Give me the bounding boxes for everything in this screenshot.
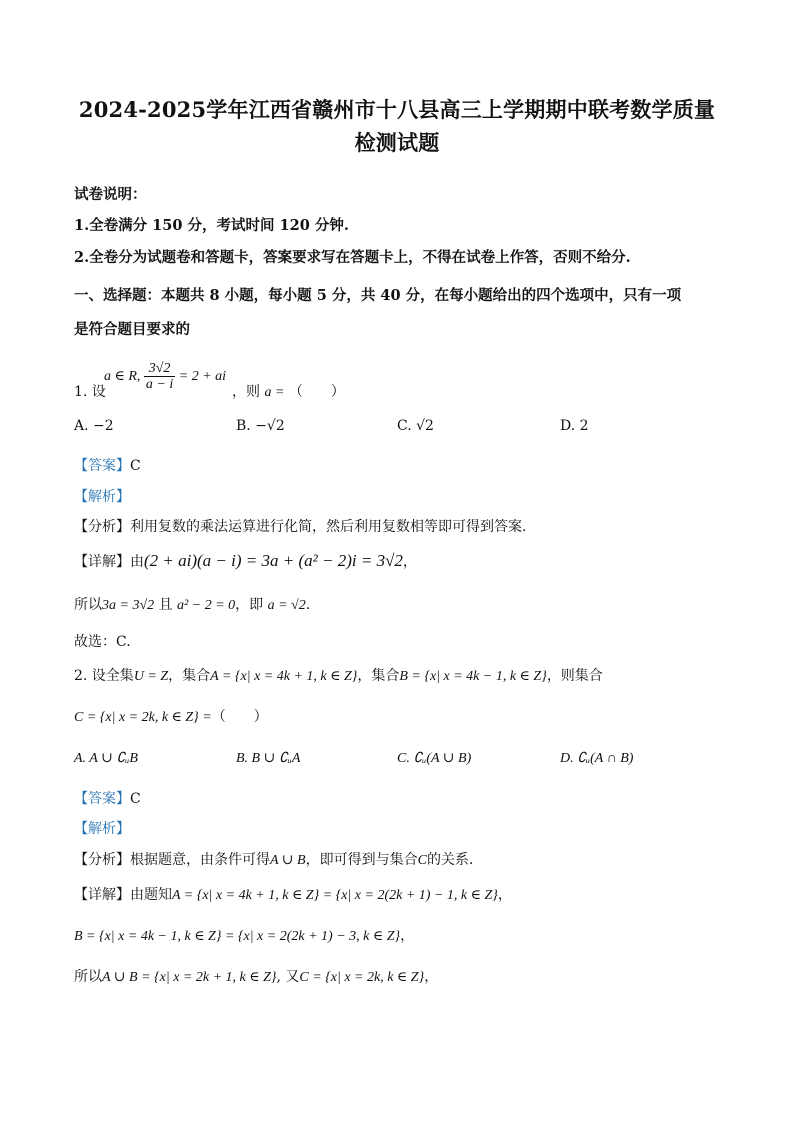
q2-fenxi-tag: 【分析】: [74, 852, 130, 868]
q1-fraction: [144, 361, 175, 393]
q2-line1-c: ，集合: [357, 668, 400, 684]
q2-detail-pre: 由题知: [130, 887, 172, 903]
q2-so-eq: A ∪ B = {x| x = 2k + 1, k ∈ Z}: [102, 970, 277, 985]
q2-detail-tag: 【详解】: [74, 887, 130, 903]
q1-ask-paren: （ ）: [288, 384, 345, 400]
q2-so-c: C = {x| x = 2k, k ∈ Z}: [299, 970, 425, 985]
q2-stem-line1: [74, 665, 603, 685]
q1-prefix: 1. 设: [74, 384, 106, 400]
q1-choose: 故选：C.: [74, 634, 131, 650]
q2-so-pre: 所以: [74, 969, 102, 985]
doc-title-line2: 检测试题: [354, 130, 440, 155]
q1-fenxi-row: [74, 516, 526, 536]
q1-answer-tag: 【答案】: [74, 458, 130, 474]
q2-detail-b: B = {x| x = 4k − 1, k ∈ Z} = {x| x = 2(2k + 1) − 3, k ∈ Z}: [74, 929, 401, 944]
notes-item-1: 1.全卷满分 150 分，考试时间 120 分钟.: [74, 217, 349, 234]
q2-fenxi-eq: A ∪ B: [270, 853, 306, 868]
section1-heading-line2: 是符合题目要求的: [74, 321, 190, 338]
doc-title-line1: 2024-2025学年江西省赣州市十八县高三上学期期中联考数学质量: [78, 97, 716, 122]
q2-fenxi-row: [74, 849, 473, 869]
q1-option-a: A. −2: [74, 418, 114, 434]
q1-frac-num: 3√2: [144, 361, 175, 377]
q1-option-d: D. 2: [560, 418, 589, 434]
q2-answer-row: [74, 788, 141, 808]
q1-so-end: .: [305, 597, 311, 613]
q1-detail-row: [74, 551, 417, 571]
q1-detail-pre: 由: [130, 554, 144, 570]
q1-ask: [232, 381, 345, 401]
q1-so-eq1: 3a = 3√2: [102, 598, 155, 613]
notes-heading: 试卷说明：: [74, 186, 147, 203]
q1-fenxi-tag: 【分析】: [74, 519, 130, 535]
q1-analysis-row: [74, 486, 130, 506]
q2-fenxi-a: 根据题意，由条件可得: [130, 852, 270, 868]
q2-line1-b: ，集合: [168, 668, 211, 684]
q2-so-end: ，: [424, 969, 439, 985]
q1-answer: C: [130, 458, 141, 474]
q2-option-b: B. B ∪ ∁ᵤA: [236, 751, 301, 766]
q2-fenxi-c-var: C: [417, 853, 427, 868]
q2-analysis-row: [74, 818, 130, 838]
q2-detail-row-b: [74, 925, 414, 945]
q2-fenxi-c: 的关系.: [426, 852, 474, 868]
q1-fenxi-text: 利用复数的乘法运算进行化简，然后利用复数相等即可得到答案.: [130, 519, 527, 535]
q1-option-c: C. √2: [397, 418, 434, 434]
q1-cond-head: a ∈ R,: [104, 369, 141, 385]
q1-conclusion-row: [74, 594, 310, 614]
notes-item-2: 2.全卷分为试题卷和答题卡，答案要求写在答题卡上，不得在试卷上作答，否则不给分.: [74, 249, 631, 266]
q1-analysis-tag: 【解析】: [74, 489, 130, 505]
q1-answer-row: [74, 455, 141, 475]
q2-paren: （ ）: [211, 709, 268, 725]
q2-option-c: C. ∁ᵤ(A ∪ B): [397, 751, 472, 766]
q2-detail-row-a: [74, 884, 512, 904]
q2-so-mid: , 又: [276, 969, 300, 985]
q2-line1-d: ，则集合: [546, 668, 603, 684]
q2-line1-a: 2. 设全集: [74, 668, 134, 684]
q2-detail-a: A = {x| x = 4k + 1, k ∈ Z} = {x| x = 2(2k + 1) − 1, k ∈ Z}: [172, 888, 498, 903]
q2-option-a: A. A ∪ ∁ᵤB: [74, 751, 138, 766]
q2-set-b: B = {x| x = 4k − 1, k ∈ Z}: [399, 669, 547, 684]
q2-stem-line2: [74, 706, 268, 726]
q2-option-d: D. ∁ᵤ(A ∩ B): [560, 751, 634, 766]
q1-so-eq2: a² − 2 = 0: [177, 598, 236, 613]
q1-ask-var: a =: [264, 385, 285, 400]
q2-answer: C: [130, 791, 141, 807]
q2-fenxi-b: ，即可得到与集合: [305, 852, 418, 868]
section1-heading-line1: 一、选择题：本题共 8 小题，每小题 5 分，共 40 分，在每小题给出的四个选项中，只有一项: [74, 287, 682, 304]
q2-detail-b-end: ，: [400, 928, 415, 944]
q2-set-c: C = {x| x = 2k, k ∈ Z} =: [74, 710, 212, 725]
q1-detail-eq: (2 + ai)(a − i) = 3a + (a² − 2)i = 3√2: [144, 551, 403, 570]
q2-answer-tag: 【答案】: [74, 791, 130, 807]
q1-frac-den: a − i: [145, 377, 174, 393]
q1-condition: [104, 361, 226, 393]
q2-analysis-tag: 【解析】: [74, 821, 130, 837]
q1-so-ji: ，即: [235, 597, 268, 613]
q1-detail-tag: 【详解】: [74, 554, 130, 570]
q2-detail-a-end: ，: [497, 887, 512, 903]
q1-so-and: 且: [154, 597, 178, 613]
q2-set-a: A = {x| x = 4k + 1, k ∈ Z}: [210, 669, 358, 684]
q1-cond-tail: = 2 + ai: [178, 369, 227, 385]
q2-conclusion-row: [74, 966, 438, 986]
q1-so-eq3: a = √2: [267, 598, 306, 613]
q2-universe: U = Z: [133, 669, 169, 684]
q1-so-pre: 所以: [74, 597, 102, 613]
q1-detail-end: ，: [402, 554, 417, 570]
q1-option-b: B. −√2: [236, 418, 285, 434]
q1-ask-pre: ，则: [232, 384, 260, 400]
